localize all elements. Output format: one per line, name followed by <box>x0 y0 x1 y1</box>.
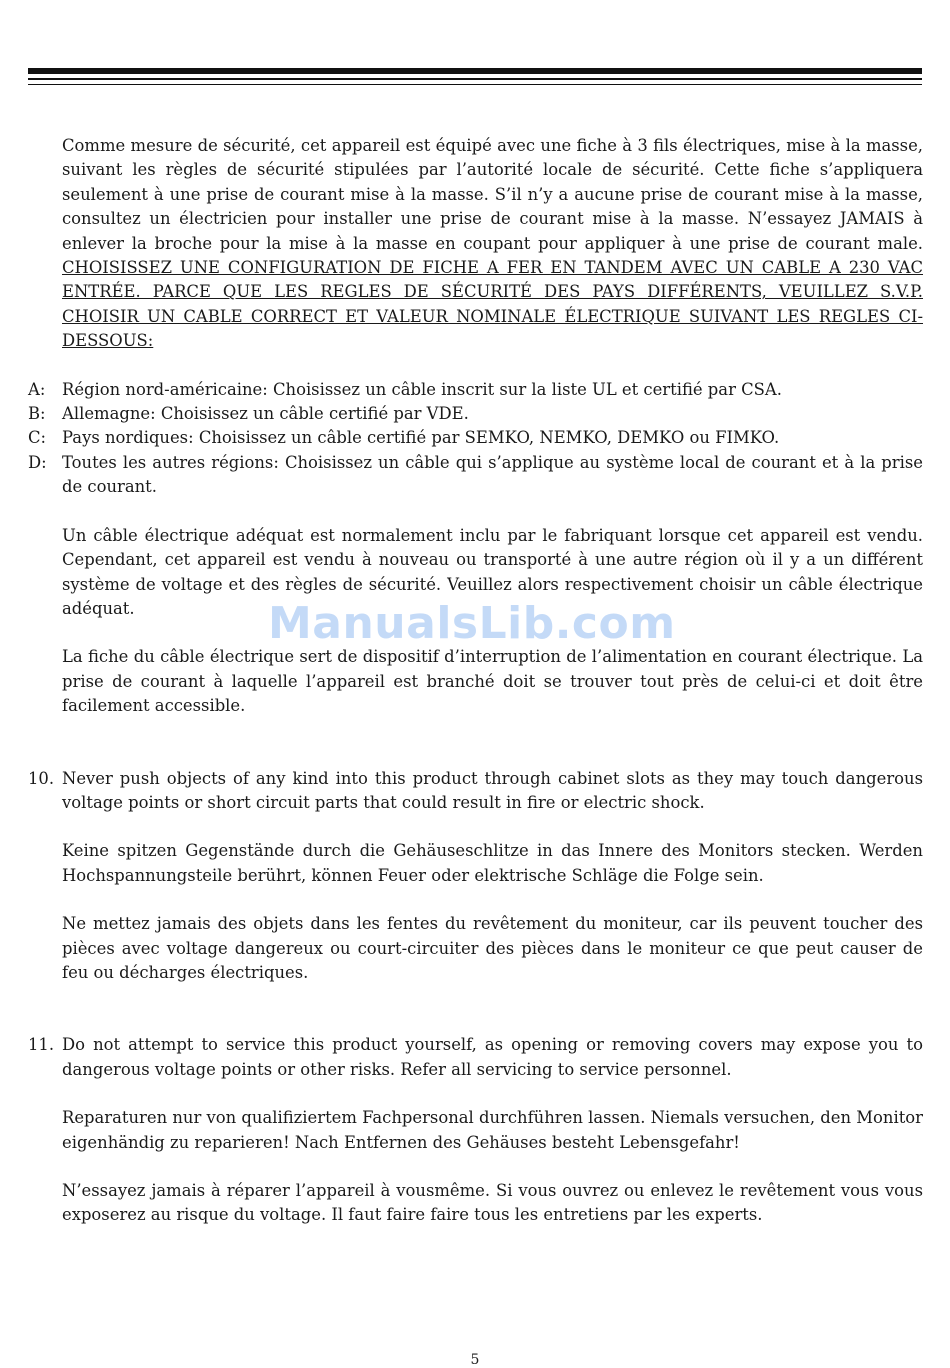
region-label: D: <box>28 452 47 472</box>
list-item <box>28 402 923 426</box>
region-label: A: <box>28 379 46 399</box>
region-text: Allemagne: Choisissez un câble certifié par VDE. <box>62 404 469 424</box>
item-text: Do not attempt to service this product yourself, as opening or removing covers may expose you to dangerous voltage points or other risks. Refer all servicing to service personnel. <box>62 1035 923 1079</box>
list-item <box>28 426 923 450</box>
item-11-french: N’essayez jamais à réparer l’appareil à vousmême. Si vous ouvrez ou enlevez le revêtement vous vous exposerez au risque du voltage. Il faut faire faire tous les entretiens par les experts. <box>62 1181 923 1225</box>
item-number: 10. <box>28 768 55 788</box>
watermark: ManualsLib.com <box>268 598 676 649</box>
page-body <box>28 134 923 1228</box>
region-list <box>28 378 923 500</box>
item-text: Never push objects of any kind into this product through cabinet slots as they may touch dangerous voltage points or short circuit parts that could result in fire or electric shock. <box>62 768 923 812</box>
safety-intro-underlined: CHOISISSEZ UNE CONFIGURATION DE FICHE A FER EN TANDEM AVEC UN CABLE A 230 VAC ENTRÉE. PARCE QUE LES REGLES DE SÉCURITÉ DES PAYS DIFFÉRENTS, VEUILLEZ S.V.P. CHOISIR UN CABLE CORRECT ET VALEUR NOMINALE ÉLECTRIQUE SUIVANT LES REGLES CI-DESSOUS: <box>62 258 923 351</box>
page-number: 5 <box>470 1352 480 1368</box>
item-11-english <box>28 1033 923 1082</box>
item-10-french: Ne mettez jamais des objets dans les fentes du revêtement du moniteur, car ils peuvent toucher des pièces avec voltage dangereux ou court-circuiter des pièces dans le moniteur ce que peut causer de feu ou décharges électriques. <box>62 914 923 982</box>
item-11-german: Reparaturen nur von qualifiziertem Fachpersonal durchführen lassen. Niemals versuchen, den Monitor eigenhändig zu reparieren! Nach Entfernen des Gehäuses besteht Lebensgefahr! <box>62 1108 923 1152</box>
header-rule-hairline <box>28 84 922 85</box>
region-label: C: <box>28 428 47 448</box>
header-rule-thick <box>28 68 922 74</box>
region-label: B: <box>28 404 46 424</box>
list-item <box>28 451 923 500</box>
item-10-german: Keine spitzen Gegenstände durch die Gehäuseschlitze in das Innere des Monitors stecken. Werden Hochspannungsteile berührt, können Feuer oder elektrische Schläge die Folge sein. <box>62 841 923 885</box>
item-number: 11. <box>28 1035 55 1055</box>
safety-intro-text: Comme mesure de sécurité, cet appareil est équipé avec une fiche à 3 fils électriques, mise à la masse, suivant les règles de sécurité stipulées par l’autorité locale de sécurité. Cette fiche s’appliquera seulement à une prise de courant mise à la masse. S’il n’y a aucune prise de courant mise à la masse, consultez un électricien pour installer une prise de courant mise à la masse. N’essayez JAMAIS à enlever la broche pour la mise à la masse en coupant pour appliquer à une prise de courant male. <box>62 136 923 253</box>
header-rule-thin <box>28 78 922 80</box>
cable-paragraph: Un câble électrique adéquat est normalement inclu par le fabriquant lorsque cet appareil est vendu. Cependant, cet appareil est vendu à nouveau ou transporté à une autre région où il y a un différent système de voltage et des règles de sécurité. Veuillez alors respectivement choisir un câble électrique adéquat. <box>62 525 923 618</box>
list-item <box>28 378 923 402</box>
item-10-english <box>28 767 923 816</box>
region-text: Région nord-américaine: Choisissez un câble inscrit sur la liste UL et certifié par CSA. <box>62 379 782 399</box>
region-text: Toutes les autres régions: Choisissez un câble qui s’applique au système local de courant et à la prise de courant. <box>62 452 923 497</box>
region-text: Pays nordiques: Choisissez un câble certifié par SEMKO, NEMKO, DEMKO ou FIMKO. <box>62 428 780 448</box>
plug-paragraph: La fiche du câble électrique sert de dispositif d’interruption de l’alimentation en courant électrique. La prise de courant à laquelle l’appareil est branché doit se trouver tout près de celui-ci et doit être facilement accessible. <box>62 647 923 716</box>
safety-intro-paragraph <box>28 134 923 354</box>
